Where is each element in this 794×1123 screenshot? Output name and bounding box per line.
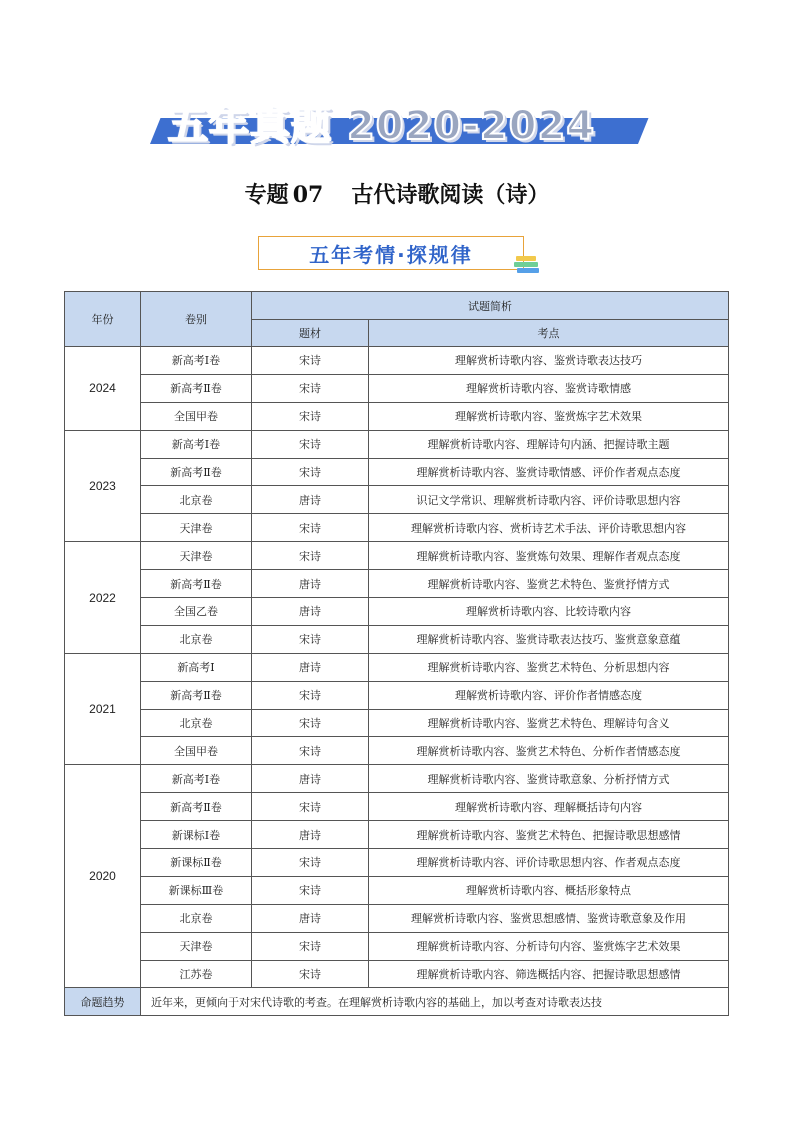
points-cell: 理解赏析诗歌内容、鉴赏艺术特色、把握诗歌思想感情: [369, 821, 729, 849]
points-cell: 理解赏析诗歌内容、鉴赏艺术特色、鉴赏抒情方式: [369, 570, 729, 598]
table-row: [65, 709, 729, 737]
paper-cell: 北京卷: [141, 486, 252, 514]
material-cell: 宋诗: [252, 793, 369, 821]
paper-cell: 北京卷: [141, 709, 252, 737]
paper-cell: 全国甲卷: [141, 402, 252, 430]
table-row: [65, 681, 729, 709]
material-cell: 宋诗: [252, 737, 369, 765]
table-row: [65, 960, 729, 988]
material-cell: 宋诗: [252, 374, 369, 402]
paper-cell: 全国甲卷: [141, 737, 252, 765]
table-row: [65, 737, 729, 765]
material-cell: 唐诗: [252, 570, 369, 598]
exam-analysis-table: [64, 291, 729, 1016]
banner: [150, 92, 640, 154]
points-cell: 理解赏析诗歌内容、评价诗歌思想内容、作者观点态度: [369, 849, 729, 877]
material-cell: 宋诗: [252, 542, 369, 570]
paper-cell: 天津卷: [141, 932, 252, 960]
points-cell: 理解赏析诗歌内容、鉴赏思想感情、鉴赏诗歌意象及作用: [369, 904, 729, 932]
material-cell: 宋诗: [252, 932, 369, 960]
table-row: [65, 876, 729, 904]
table-row: [65, 598, 729, 626]
points-cell: 理解赏析诗歌内容、筛选概括内容、把握诗歌思想感情: [369, 960, 729, 988]
table-row: [65, 430, 729, 458]
paper-cell: 新高考Ⅰ卷: [141, 765, 252, 793]
table-row: [65, 793, 729, 821]
year-cell: 2020: [65, 765, 141, 988]
material-cell: 宋诗: [252, 876, 369, 904]
paper-cell: 新高考Ⅱ卷: [141, 793, 252, 821]
points-cell: 理解赏析诗歌内容、分析诗句内容、鉴赏炼字艺术效果: [369, 932, 729, 960]
table-row: [65, 653, 729, 681]
material-cell: 宋诗: [252, 347, 369, 375]
material-cell: 宋诗: [252, 625, 369, 653]
paper-cell: 天津卷: [141, 514, 252, 542]
points-cell: 理解赏析诗歌内容、鉴赏诗歌意象、分析抒情方式: [369, 765, 729, 793]
points-cell: 理解赏析诗歌内容、概括形象特点: [369, 876, 729, 904]
paper-cell: 新高考Ⅱ卷: [141, 681, 252, 709]
points-cell: 理解赏析诗歌内容、鉴赏艺术特色、理解诗句含义: [369, 709, 729, 737]
paper-cell: 天津卷: [141, 542, 252, 570]
trend-label: 命题趋势: [65, 988, 141, 1016]
books-icon: [512, 254, 542, 276]
material-cell: 唐诗: [252, 821, 369, 849]
paper-cell: 全国乙卷: [141, 598, 252, 626]
paper-cell: 新高考Ⅱ卷: [141, 374, 252, 402]
table-row: [65, 932, 729, 960]
material-cell: 宋诗: [252, 514, 369, 542]
table-row: [65, 542, 729, 570]
points-cell: 理解赏析诗歌内容、理解诗句内涵、把握诗歌主题: [369, 430, 729, 458]
paper-cell: 新高考Ⅰ卷: [141, 430, 252, 458]
paper-cell: 北京卷: [141, 625, 252, 653]
subtitle-prefix: 专题: [244, 182, 289, 208]
paper-cell: 北京卷: [141, 904, 252, 932]
table-row: [65, 402, 729, 430]
year-cell: 2024: [65, 347, 141, 431]
paper-cell: 新高考Ⅱ卷: [141, 570, 252, 598]
banner-title: [168, 94, 595, 151]
paper-cell: 江苏卷: [141, 960, 252, 988]
points-cell: 理解赏析诗歌内容、鉴赏诗歌表达技巧、鉴赏意象意蕴: [369, 625, 729, 653]
material-cell: 唐诗: [252, 765, 369, 793]
year-cell: 2022: [65, 542, 141, 654]
header-paper: 卷别: [141, 292, 252, 347]
year-cell: 2023: [65, 430, 141, 542]
header-material: 题材: [252, 320, 369, 347]
table-row: [65, 821, 729, 849]
table-row: [65, 486, 729, 514]
header-analysis: 试题简析: [252, 292, 729, 320]
points-cell: 理解赏析诗歌内容、理解概括诗句内容: [369, 793, 729, 821]
table-body: [65, 347, 729, 988]
paper-cell: 新课标Ⅱ卷: [141, 849, 252, 877]
material-cell: 唐诗: [252, 486, 369, 514]
points-cell: 识记文学常识、理解赏析诗歌内容、评价诗歌思想内容: [369, 486, 729, 514]
subtitle-title: 古代诗歌阅读（诗）: [351, 182, 550, 208]
table-row: [65, 904, 729, 932]
section-heading: [258, 236, 524, 270]
paper-cell: 新课标Ⅰ卷: [141, 821, 252, 849]
table-row: [65, 458, 729, 486]
material-cell: 唐诗: [252, 653, 369, 681]
table-row: [65, 625, 729, 653]
table-row: [65, 374, 729, 402]
table-row: [65, 570, 729, 598]
header-points: 考点: [369, 320, 729, 347]
subtitle-number: 07: [292, 182, 324, 208]
trend-row: [65, 988, 729, 1016]
points-cell: 理解赏析诗歌内容、鉴赏诗歌情感、评价作者观点态度: [369, 458, 729, 486]
points-cell: 理解赏析诗歌内容、鉴赏艺术特色、分析作者情感态度: [369, 737, 729, 765]
paper-cell: 新高考Ⅰ: [141, 653, 252, 681]
material-cell: 唐诗: [252, 904, 369, 932]
material-cell: 宋诗: [252, 960, 369, 988]
material-cell: 唐诗: [252, 598, 369, 626]
page-subtitle: [0, 178, 794, 209]
points-cell: 理解赏析诗歌内容、鉴赏炼字艺术效果: [369, 402, 729, 430]
points-cell: 理解赏析诗歌内容、比较诗歌内容: [369, 598, 729, 626]
material-cell: 宋诗: [252, 681, 369, 709]
material-cell: 宋诗: [252, 709, 369, 737]
paper-cell: 新高考Ⅱ卷: [141, 458, 252, 486]
material-cell: 宋诗: [252, 458, 369, 486]
table-row: [65, 514, 729, 542]
points-cell: 理解赏析诗歌内容、鉴赏诗歌情感: [369, 374, 729, 402]
table-row: [65, 849, 729, 877]
points-cell: 理解赏析诗歌内容、鉴赏艺术特色、分析思想内容: [369, 653, 729, 681]
banner-title-years: 2020-2024: [346, 103, 596, 149]
material-cell: 宋诗: [252, 849, 369, 877]
paper-cell: 新课标Ⅲ卷: [141, 876, 252, 904]
points-cell: 理解赏析诗歌内容、赏析诗艺术手法、评价诗歌思想内容: [369, 514, 729, 542]
material-cell: 宋诗: [252, 430, 369, 458]
header-year: 年份: [65, 292, 141, 347]
points-cell: 理解赏析诗歌内容、评价作者情感态度: [369, 681, 729, 709]
material-cell: 宋诗: [252, 402, 369, 430]
banner-title-cn: 五年真题: [168, 103, 332, 149]
points-cell: 理解赏析诗歌内容、鉴赏诗歌表达技巧: [369, 347, 729, 375]
table-row: [65, 347, 729, 375]
paper-cell: 新高考Ⅰ卷: [141, 347, 252, 375]
trend-text: 近年来，更倾向于对宋代诗歌的考查。在理解赏析诗歌内容的基础上，加以考查对诗歌表达技: [141, 988, 729, 1016]
year-cell: 2021: [65, 653, 141, 765]
section-title: 五年考情·探规律: [309, 242, 473, 267]
points-cell: 理解赏析诗歌内容、鉴赏炼句效果、理解作者观点态度: [369, 542, 729, 570]
table-row: [65, 765, 729, 793]
